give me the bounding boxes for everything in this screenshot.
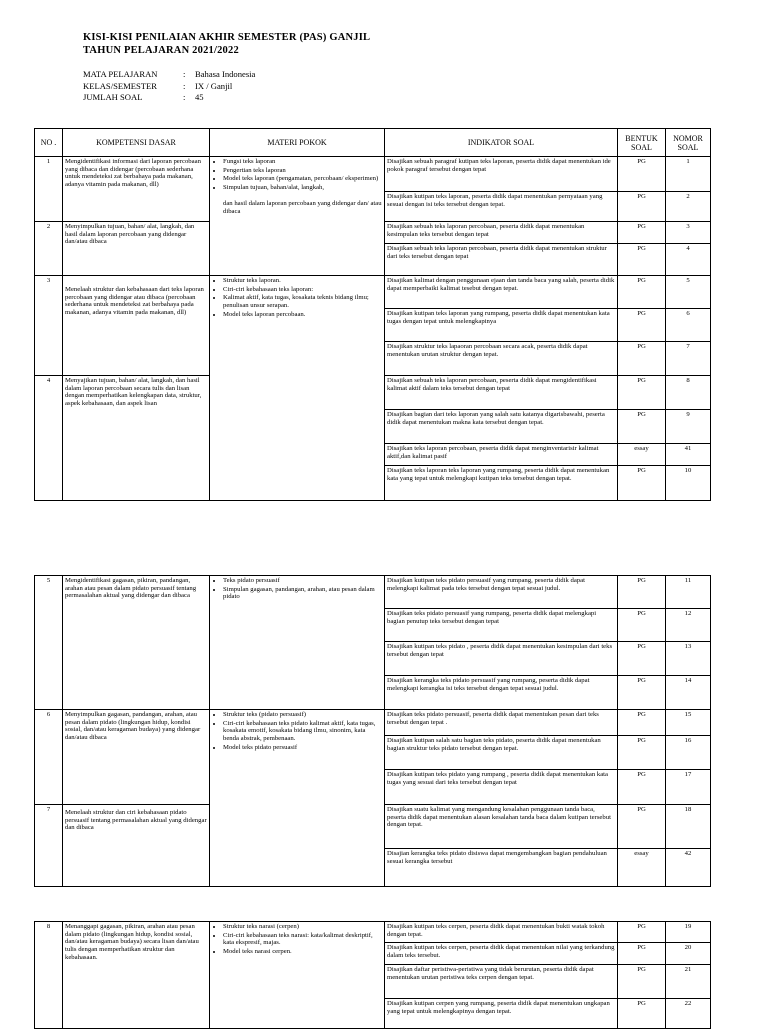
materi-item: • Model teks pidato persuasif xyxy=(223,744,382,752)
materi-item: • Teks pidato persuasif xyxy=(223,577,382,585)
meta-value: Bahasa Indonesia xyxy=(195,69,256,79)
kompetensi-dasar-cell: Mengidentifikasi informasi dari laporan percobaan yang dibaca dan didengar (percobaan sederhana untuk mendeteksi zat berbahaya pada makanan, adanya vitamin pada makanan, dll) xyxy=(63,157,210,222)
materi-item: • Fungsi teks laporan xyxy=(223,158,382,166)
indikator-cell: Disajikan bagian dari teks laporan yang salah satu katanya digarisbawahi, peserta didik dapat menentukan makna kata tersebut dengan tepat. xyxy=(385,410,618,444)
indikator-cell: Disajikan kutipan teks cerpen, peserta didik dapat menentukan nilai yang terkandung dalam teks tersebut. xyxy=(385,943,618,965)
materi-pokok-cell xyxy=(210,157,385,276)
bentuk-cell: PG xyxy=(618,965,666,999)
materi-item: • Ciri-ciri kebahasaan teks laporan: xyxy=(223,286,382,294)
nomor-cell: 12 xyxy=(666,609,711,642)
indikator-cell: Disajikan kalimat dengan penggunaan ejaan dan tanda baca yang salah, peserta didik dapat memperbaiki kalimat tesebut dengan tepat. xyxy=(385,276,618,309)
nomor-cell: 11 xyxy=(666,576,711,609)
bentuk-cell: PG xyxy=(618,157,666,192)
meta-label: KELAS/SEMESTER xyxy=(83,80,158,91)
indikator-cell: Disajikan teks pidato persuasif yang rumpang, peserta didik dapat melengkapi bagian penutup teks tersebut dengan tepat xyxy=(385,609,618,642)
nomor-cell: 22 xyxy=(666,999,711,1029)
row-number: 8 xyxy=(35,922,63,1029)
bentuk-cell: PG xyxy=(618,805,666,849)
table-row xyxy=(35,576,711,609)
nomor-cell: 21 xyxy=(666,965,711,999)
bentuk-cell: PG xyxy=(618,943,666,965)
bentuk-cell: PG xyxy=(618,676,666,710)
materi-item: • Struktur teks narasi (cerpen) xyxy=(223,923,382,931)
kompetensi-dasar-cell: Menyimpulkan gagasan, pandangan, arahan, atau pesan dalam pidato (lingkungan hidup, kondisi sosial, dan/atau keragaman budaya) yang didengar dan/atau dibaca xyxy=(63,710,210,805)
materi-item: • Struktur teks laporan. xyxy=(223,277,382,285)
indikator-cell: Disajikan teks laporan teks laporan yang rumpang, peserta didik dapat menentukan kata yang tepat untuk melengkapi kutipan teks tersebut dengan tepat. xyxy=(385,466,618,501)
materi-pokok-cell xyxy=(210,710,385,887)
indikator-cell: Disajikan kutipan salah satu bagian teks pidato, peserta didik dapat menentukan bagian struktur teks pidato tersebut dengan tepat. xyxy=(385,736,618,770)
bentuk-cell: essay xyxy=(618,849,666,887)
bentuk-cell: PG xyxy=(618,999,666,1029)
indikator-cell: Disajikan sebuah teks laporan percobaan, peserta didik dapat menentukan kesimpulan teks tersebut dengan tepat xyxy=(385,222,618,244)
bentuk-cell: PG xyxy=(618,609,666,642)
row-number: 2 xyxy=(35,222,63,276)
nomor-cell: 5 xyxy=(666,276,711,309)
row-number: 3 xyxy=(35,276,63,376)
indikator-cell: Disajikan sebuah paragraf kutipan teks laporan, peserta didik dapat menentukan ide pokok paragraf tersebut dengan tepat xyxy=(385,157,618,192)
nomor-cell: 7 xyxy=(666,342,711,376)
materi-item: • Pengertian teks laporan xyxy=(223,167,382,175)
meta-value: IX / Ganjil xyxy=(195,80,233,91)
materi-pokok-cell xyxy=(210,276,385,501)
kompetensi-dasar-cell: Menanggapi gagasan, pikiran, arahan atau pesan dalam pidato (lingkungan hidup, kondisi sosial, dan/atau keragaman budaya) secara lisan dan/atau tulis dengan memperhatikan struktur dan kebahasaan. xyxy=(63,922,210,1029)
nomor-cell: 19 xyxy=(666,922,711,943)
bentuk-cell: PG xyxy=(618,922,666,943)
col-kompetensi-dasar: KOMPETENSI DASAR xyxy=(63,129,210,157)
nomor-cell: 16 xyxy=(666,736,711,770)
indikator-cell: Disajikan suatu kalimat yang mengandung kesalahan penggunaan tanda baca, peserta didik dapat menentukan alasan kesalahan tanda baca dalam kutipan tersebut dengan tepat. xyxy=(385,805,618,849)
kisi-table-3 xyxy=(34,921,711,1029)
meta-value: 45 xyxy=(195,92,204,102)
materi-item: • Simpulan tujuan, bahan/alat, langkah, xyxy=(223,184,382,192)
bentuk-cell: PG xyxy=(618,309,666,342)
indikator-cell: Disajikan kutipan teks pidato persuasif yang rumpang, peserta didik dapat melengkapi kalimat pada teks tersebut dengan tepat sesuai judul. xyxy=(385,576,618,609)
nomor-cell: 4 xyxy=(666,244,711,276)
row-number: 6 xyxy=(35,710,63,805)
bentuk-cell: essay xyxy=(618,444,666,466)
nomor-cell: 8 xyxy=(666,376,711,410)
indikator-cell: Disajikan sebuah teks laporan percobaan, peserta didik dapat menentukan struktur dari teks tersebut dengan tepat xyxy=(385,244,618,276)
row-number: 1 xyxy=(35,157,63,222)
indikator-cell: Disajikan kutipan cerpen yang rumpang, peserta didik dapat menentukan ungkapan yang tepat untuk melengkapinya dengan tepat. xyxy=(385,999,618,1029)
materi-pokok-cell xyxy=(210,576,385,710)
nomor-cell: 18 xyxy=(666,805,711,849)
bentuk-cell: PG xyxy=(618,576,666,609)
row-number: 4 xyxy=(35,376,63,501)
indikator-cell: Disajikan kutipan teks cerpen, peserta didik dapat menentukan bukti watak tokoh dengan tepat. xyxy=(385,922,618,943)
col-materi-pokok: MATERI POKOK xyxy=(210,129,385,157)
indikator-cell: Disajikan kutipan teks pidato yang rumpang , peserta didik dapat menentukan kata tugas yang sesuai dari teks tersebut dengan tepat xyxy=(385,770,618,805)
bentuk-cell: PG xyxy=(618,770,666,805)
nomor-cell: 3 xyxy=(666,222,711,244)
indikator-cell: Disajikan daftar peristiwa-peristiwa yang tidak berurutan, peserta didik dapat menentukan urutan peristiwa teks cerpen dengan tepat. xyxy=(385,965,618,999)
materi-item: • Kalimat aktif, kata tugas, kosakata teknis bidang ilmu; penulisan unsur serapan. xyxy=(223,294,382,309)
meta-label: MATA PELAJARAN xyxy=(83,69,158,79)
materi-item: • Ciri-ciri kebahasaan teks narasi: kata/kalimat deskriptif, kata ekspresif, majas. xyxy=(223,932,382,947)
materi-item: • Simpulan gagasan, pandangan, arahan, atau pesan dalam pidato xyxy=(223,586,382,601)
kompetensi-dasar-cell: Menyajikan tujuan, bahan/ alat, langkah, dan hasil dalam laporan percobaan secara tulis dan lisan dengan memperhatikan kelengkapan data, struktur, aspek kebahasaan, dan aspek lisan xyxy=(63,376,210,501)
kisi-table-2 xyxy=(34,575,711,887)
materi-item: • Model teks laporan percobaan. xyxy=(223,311,382,319)
row-number: 5 xyxy=(35,576,63,710)
indikator-cell: Disajikan sebuah teks laporan percobaan, peserta didik dapat mengidentifikasi kalimat aktif dalam teks tersebut dengan tepat xyxy=(385,376,618,410)
materi-pokok-cell xyxy=(210,922,385,1029)
meta-block xyxy=(83,69,255,104)
kompetensi-dasar-cell: Menelaah struktur dan ciri kebahasaan pidato persuasif tentang permasalahan aktual yang didengar dan dibaca xyxy=(63,805,210,887)
kisi-table-1 xyxy=(34,128,711,501)
col-nomor-soal: NOMOR SOAL xyxy=(666,129,711,157)
bentuk-cell: PG xyxy=(618,376,666,410)
nomor-cell: 6 xyxy=(666,309,711,342)
row-number: 7 xyxy=(35,805,63,887)
bentuk-cell: PG xyxy=(618,222,666,244)
indikator-cell: Disajikan kutipan teks pidato , peserta didik dapat menentukan kesimpulan dari teks tersebut dengan tepat xyxy=(385,642,618,676)
bentuk-cell: PG xyxy=(618,410,666,444)
indikator-cell: Disajikan teks laporan percobaan, peserta didik dapat menginventarisir kalimat aktif,dan kalimat pasif xyxy=(385,444,618,466)
bentuk-cell: PG xyxy=(618,710,666,736)
document-subtitle: TAHUN PELAJARAN 2021/2022 xyxy=(83,45,239,56)
bentuk-cell: PG xyxy=(618,192,666,222)
kompetensi-dasar-cell: Menyimpulkan tujuan, bahan/ alat, langkah, dan hasil dalam laporan percobaan yang didengar dan/atau dibaca xyxy=(63,222,210,276)
bentuk-cell: PG xyxy=(618,276,666,309)
document-title: KISI-KISI PENILAIAN AKHIR SEMESTER (PAS) GANJIL xyxy=(83,32,371,43)
nomor-cell: 15 xyxy=(666,710,711,736)
nomor-cell: 9 xyxy=(666,410,711,444)
bentuk-cell: PG xyxy=(618,736,666,770)
bentuk-cell: PG xyxy=(618,642,666,676)
meta-row: MATA PELAJARAN : Bahasa Indonesia xyxy=(83,69,256,79)
indikator-cell: Disajikan struktur teks lapaoran percobaan secara acak, peserta didik dapat menentukan urutan struktur dengan tepat. xyxy=(385,342,618,376)
indikator-cell: Disajikan kutipan teks laporan yang rumpang, peserta didik dapat menentukan kata tugas dengan tepat untuk melengkapinya xyxy=(385,309,618,342)
meta-row: JUMLAH SOAL : 45 xyxy=(83,92,204,102)
nomor-cell: 17 xyxy=(666,770,711,805)
bentuk-cell: PG xyxy=(618,244,666,276)
nomor-cell: 42 xyxy=(666,849,711,887)
nomor-cell: 2 xyxy=(666,192,711,222)
table-row xyxy=(35,922,711,943)
nomor-cell: 1 xyxy=(666,157,711,192)
col-bentuk-soal: BENTUK SOAL xyxy=(618,129,666,157)
indikator-cell: Disajikan kerangka teks pidato persuasif yang rumpang, peserta didik dapat melengkapi kerangka isi teks tersebut dengan tepat sesuai judul. xyxy=(385,676,618,710)
kompetensi-dasar-cell: Mengidentifikasi gagasan, pikiran, pandangan, arahan atau pesan dalam pidato persuasif tentang permasalahan aktual yang didengar dan dibaca xyxy=(63,576,210,710)
meta-label: JUMLAH SOAL xyxy=(83,92,143,102)
table-row xyxy=(35,157,711,192)
nomor-cell: 20 xyxy=(666,943,711,965)
kompetensi-dasar-cell: Menelaah struktur dan kebahasaan dari teks laporan percobaan yang didengar atau dibaca (percobaan sederhana untuk mendeteksi zat berbahaya pada makanan, adanya vitamin pada makanan, dll) xyxy=(63,276,210,376)
materi-item: • Ciri-ciri kebahasaan teks pidato kalimat aktif, kata tugas, kosakata emotif, kosakata bidang ilmu, sinonim, kata benda abstrak, pembenaan. xyxy=(223,720,382,743)
nomor-cell: 13 xyxy=(666,642,711,676)
nomor-cell: 10 xyxy=(666,466,711,501)
col-no: NO . xyxy=(35,129,63,157)
bentuk-cell: PG xyxy=(618,342,666,376)
table-row xyxy=(35,276,711,309)
col-indikator-soal: INDIKATOR SOAL xyxy=(385,129,618,157)
nomor-cell: 41 xyxy=(666,444,711,466)
indikator-cell: Disajikan teks pidato persuasif, peserta didik dapat menentukan pesan dari teks tersebut dengan tepat . xyxy=(385,710,618,736)
table-row xyxy=(35,710,711,736)
materi-item: • Struktur teks (pidato persuasif) xyxy=(223,711,382,719)
materi-item: • Model teks laporan (pengamatan, percobaan/ eksperimen) xyxy=(223,175,382,183)
materi-note: dan hasil dalam laporan percobaan yang didengar dan/ atau dibaca xyxy=(223,199,382,215)
materi-item: • Model teks narasi cerpen. xyxy=(223,948,382,956)
meta-row: KELAS/SEMESTER : IX / Ganjil xyxy=(83,80,233,91)
indikator-cell: Disajian kerangka teks pidato disiswa dapat mengembangkan bagian pendahuluan sesuai kerangka tersebut xyxy=(385,849,618,887)
indikator-cell: Disajikan kutipan teks laporan, peserta didik dapat menentukan pernyataan yang sesuai dengan isi teks tersebut dengan tepat. xyxy=(385,192,618,222)
bentuk-cell: PG xyxy=(618,466,666,501)
nomor-cell: 14 xyxy=(666,676,711,710)
